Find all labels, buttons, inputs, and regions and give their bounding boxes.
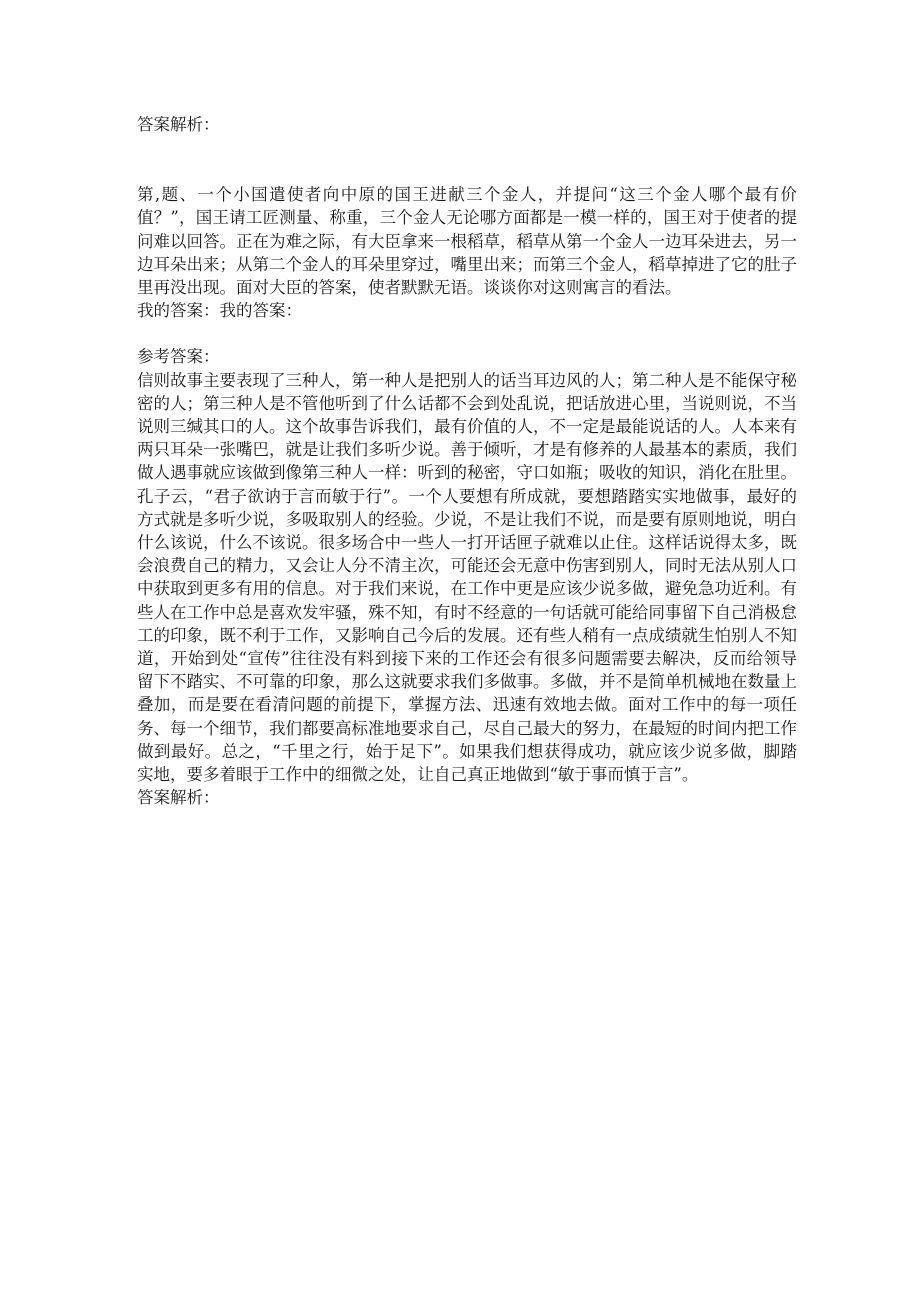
- reference-answer-label: 参考答案：: [137, 347, 220, 367]
- answer-analysis-heading-2: 答案解析：: [137, 788, 220, 808]
- reference-answer-text: 信则故事主要表现了三种人，第一种人是把别人的话当耳边风的人；第二种人是不能保守秘密的人；第三种人是不管他听到了什么话都不会到处乱说，把话放进心里，当说则说，不当说则三缄其口的人。这个故事告诉我们，最有价值的人，不一定是最能说话的人。人本来有两只耳朵一张嘴巴，就是让我们多听少说。善于倾听，才是有修养的人最基本的素质，我们做人遇事就应该做到像第三种人一样：听到的秘密，守口如瓶；吸收的知识，消化在肚里。孔子云，“君子欲讷于言而敏于行”。一个人要想有所成就，要想踏踏实实地做事，最好的方式就是多听少说，多吸取别人的经验。少说，不是让我们不说，而是要有原则地说，明白什么该说，什么不该说。很多场合中一些人一打开话匣子就难以止住。这样话说得太多，既会浪费自己的精力，又会让人分不清主次，可能还会无意中伤害到别人，同时无法从别人口中获取到更多有用的信息。对于我们来说，在工作中更是应该少说多做，避免急功近利。有些人在工作中总是喜欢发牢骚，殊不知，有时不经意的一句话就可能给同事留下自己消极怠工的印象，既不利于工作，又影响自己今后的发展。还有些人稍有一点成绩就生怕别人不知道，开始到处“宣传”往往没有料到接下来的工作还会有很多问题需要去解决，反而给领导留下不踏实、不可靠的印象，那么这就要求我们多做事。多做，并不是简单机械地在数量上叠加，而是要在看清问题的前提下，掌握方法、迅速有效地去做。面对工作中的每一项任务、每一个细节，我们都要高标准地要求自己，尽自己最大的努力，在最短的时间内把工作做到最好。总之，“千里之行，始于足下”。如果我们想获得成功，就应该少说多做，脚踏实地，要多着眼于工作中的细微之处，让自己真正地做到“敏于事而慎于言”。: [137, 370, 797, 785]
- document-page: [137, 113, 797, 809]
- spacer: [137, 136, 797, 183]
- question-text: 第,题、一个小国遣使者向中原的国王进献三个金人，并提问“这三个金人哪个最有价值？”，国王请工匠测量、称重，三个金人无论哪方面都是一模一样的，国王对于使者的提问难以回答。正在为难之际，有大臣拿来一根稻草，稻草从第一个金人一边耳朵进去，另一边耳朵出来；从第二个金人的耳朵里穿过，嘴里出来；而第三个金人，稻草掉进了它的肚子里再没出现。面对大臣的答案，使者默默无语。谈谈你对这则寓言的看法。: [137, 185, 797, 298]
- spacer: [137, 322, 797, 345]
- answer-analysis-heading-1: 答案解析：: [137, 115, 220, 134]
- my-answer-label: 我的答案：我的答案：: [137, 301, 302, 321]
